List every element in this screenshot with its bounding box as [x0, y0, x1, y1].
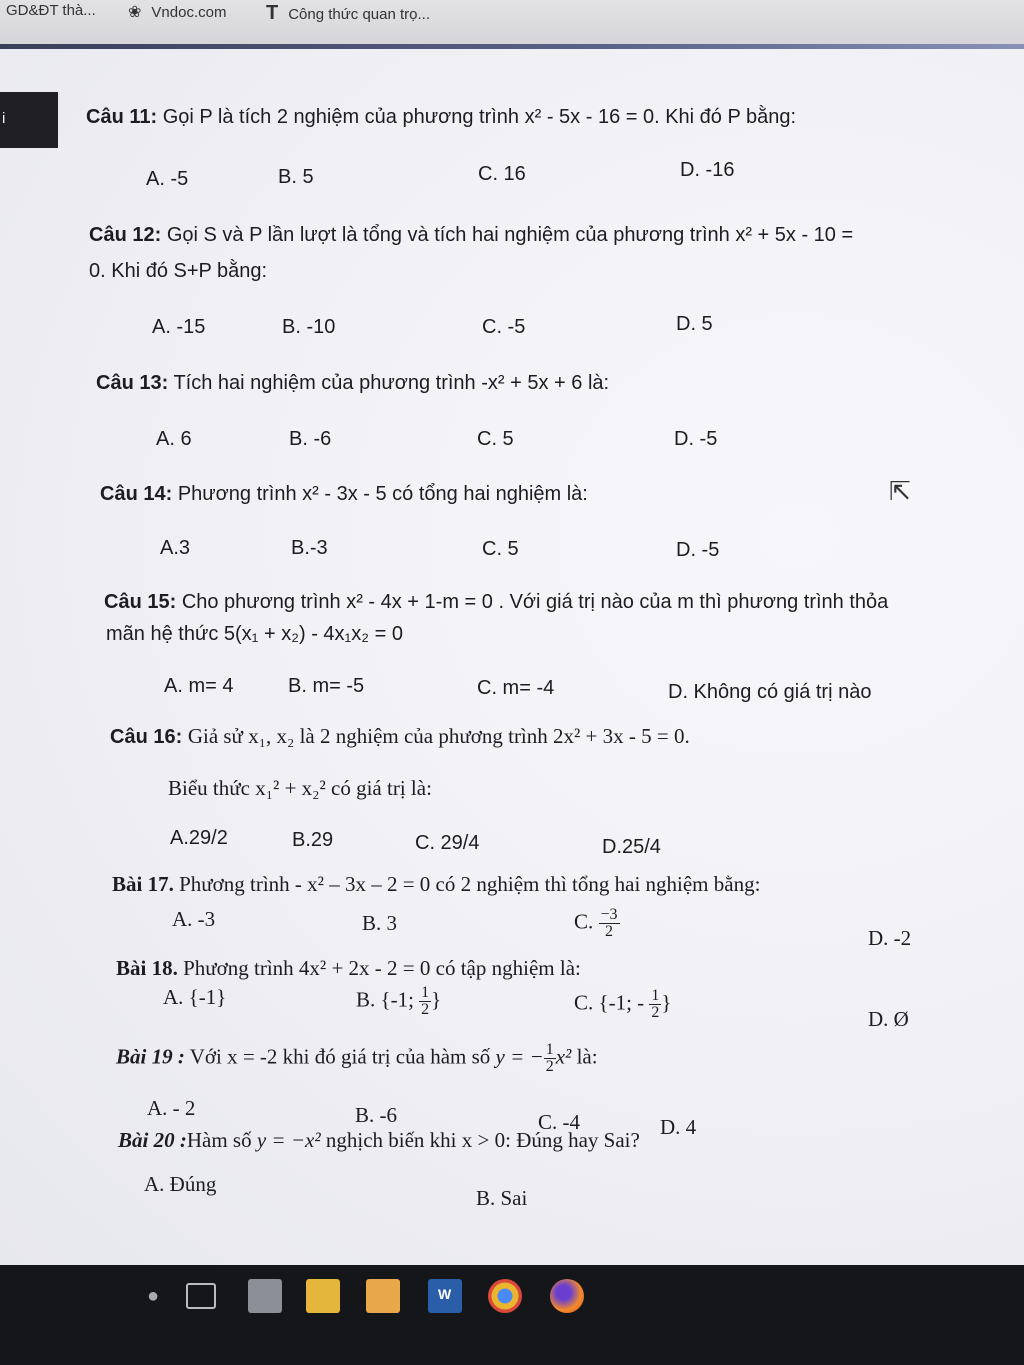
question-number: Bài 17.	[112, 872, 174, 896]
fraction-numerator: 1	[545, 1041, 554, 1058]
q12-option-d: D. 5	[676, 313, 713, 335]
q17-option-a: A. -3	[172, 907, 216, 931]
t-icon: T	[266, 2, 279, 24]
q14-option-a: A.3	[160, 537, 191, 559]
question-number: Bài 19 :	[116, 1044, 185, 1069]
question-text: Phương trình 4x² + 2x - 2 = 0 có tập nghiệm là:	[183, 956, 581, 980]
fraction	[419, 985, 431, 1018]
q12-option-a: A. -15	[152, 316, 206, 338]
fraction	[544, 1042, 556, 1075]
microphone-icon[interactable]: ●	[146, 1285, 160, 1307]
q14-option-c: C. 5	[482, 538, 519, 560]
word-icon[interactable]	[428, 1279, 462, 1313]
question-text: nghịch biến khi x > 0: Đúng hay Sai?	[325, 1128, 640, 1152]
q12-option-c: C. -5	[482, 316, 526, 338]
question-text: Giả sử x₁, x₂ là 2 nghiệm của phương trình 2x² + 3x - 5 = 0.	[187, 724, 690, 748]
q16-option-a: A.29/2	[170, 827, 228, 849]
q17-option-c	[574, 907, 620, 940]
question-15-line2: mãn hệ thức 5(x₁ + x₂) - 4x₁x₂ = 0	[106, 623, 403, 645]
question-text: là:	[576, 1044, 598, 1069]
option-text: }	[431, 987, 442, 1012]
question-13	[96, 372, 609, 395]
question-number: Câu 12:	[89, 224, 162, 246]
q13-option-a: A. 6	[156, 428, 192, 450]
q11-option-d: D. -16	[680, 159, 735, 181]
fraction-denominator: 2	[545, 1058, 554, 1075]
q15-option-d: D. Không có giá trị nào	[668, 681, 872, 703]
chrome-icon[interactable]	[488, 1279, 522, 1313]
fraction	[649, 988, 661, 1021]
question-19	[116, 1042, 598, 1075]
q19-option-b: B. -6	[355, 1103, 397, 1127]
q20-option-a: A. Đúng	[144, 1172, 217, 1196]
q15-option-a: A. m= 4	[164, 675, 234, 697]
option-text: }	[661, 990, 672, 1015]
question-17	[112, 872, 760, 897]
question-text: Hàm số	[186, 1128, 252, 1152]
question-number: Câu 16:	[110, 726, 183, 748]
question-16	[110, 724, 690, 749]
question-18	[116, 956, 581, 981]
sidebar-tab[interactable]	[0, 92, 58, 148]
task-view-icon[interactable]	[186, 1283, 216, 1309]
question-text: Tích hai nghiệm của phương trình -x² + 5x + 6 là:	[173, 372, 610, 394]
q13-option-d: D. -5	[674, 428, 718, 450]
question-11	[86, 106, 796, 129]
question-number: Câu 11:	[86, 106, 158, 128]
word-icon-label: W	[438, 1286, 452, 1302]
function-expr: y = −x²	[256, 1128, 321, 1152]
q11-option-c: C. 16	[478, 163, 526, 185]
question-text: Phương trình x² - 3x - 5 có tổng hai nghiệm là:	[177, 483, 588, 505]
bookmark-label: GD&ĐT thà...	[6, 2, 96, 19]
question-12-line2: 0. Khi đó S+P bằng:	[89, 260, 268, 282]
q13-option-b: B. -6	[289, 428, 332, 450]
fraction	[599, 907, 620, 940]
q19-option-c: C. -4	[538, 1110, 580, 1134]
q16-option-c: C. 29/4	[415, 832, 480, 854]
q17-option-d: D. -2	[868, 926, 912, 950]
q14-option-b: B.-3	[291, 537, 328, 559]
q20-option-b: B. Sai	[476, 1186, 528, 1210]
q18-option-a: A. {-1}	[163, 985, 227, 1009]
q18-option-d: D. Ø	[868, 1007, 909, 1031]
question-text: Cho phương trình x² - 4x + 1-m = 0 . Với giá trị nào của m thì phương trình thỏa	[181, 591, 889, 613]
fraction-denominator: 2	[605, 923, 614, 940]
q11-option-b: B. 5	[278, 166, 314, 188]
question-14	[100, 483, 588, 506]
mouse-cursor-icon: ⇱	[889, 476, 911, 506]
question-20	[118, 1128, 640, 1153]
question-text: Gọi S và P lần lượt là tổng và tích hai nghiệm của phương trình x² + 5x - 10 =	[166, 224, 854, 246]
q19-option-d: D. 4	[660, 1115, 697, 1139]
firefox-icon[interactable]	[550, 1279, 584, 1313]
option-letter: C.	[574, 909, 594, 934]
bookmark-label: Vndoc.com	[151, 4, 227, 21]
sidebar-tab-label: i	[2, 110, 6, 127]
option-text: C. {-1; -	[574, 990, 645, 1015]
bookmark-vndoc[interactable]	[128, 2, 226, 22]
q13-option-c: C. 5	[477, 428, 514, 450]
question-text: Phương trình - x² – 3x – 2 = 0 có 2 nghiệm thì tổng hai nghiệm bằng:	[179, 872, 761, 896]
q19-option-a: A. - 2	[147, 1096, 196, 1120]
calculator-icon[interactable]	[248, 1279, 282, 1313]
q12-option-b: B. -10	[282, 316, 336, 338]
q11-option-a: A. -5	[146, 168, 189, 190]
question-number: Bài 18.	[116, 956, 178, 980]
fraction-numerator: 1	[651, 987, 660, 1004]
question-text: Với x = -2 khi đó giá trị của hàm số	[189, 1044, 491, 1069]
fraction-numerator: −3	[600, 906, 618, 923]
bookmark-label: Công thức quan trọ...	[288, 6, 431, 23]
bookmark-gddt[interactable]	[6, 2, 96, 19]
question-number: Câu 13:	[96, 372, 169, 394]
q18-option-b	[356, 985, 441, 1018]
paint-icon[interactable]	[366, 1279, 400, 1313]
q16-option-d: D.25/4	[602, 836, 661, 858]
q18-option-c	[574, 988, 672, 1021]
q15-option-c: C. m= -4	[477, 677, 555, 699]
function-expr: x²	[555, 1044, 572, 1069]
vndoc-icon: ❀	[128, 4, 142, 21]
fraction-numerator: 1	[421, 984, 430, 1001]
question-15	[104, 591, 888, 614]
option-text: B. {-1;	[356, 987, 414, 1012]
question-number: Bài 20 :	[118, 1128, 187, 1152]
question-text: Gọi P là tích 2 nghiệm của phương trình x² - 5x - 16 = 0. Khi đó P bằng:	[162, 106, 797, 128]
file-explorer-icon[interactable]	[306, 1279, 340, 1313]
taskbar	[0, 1265, 1024, 1365]
question-number: Câu 14:	[100, 483, 173, 505]
q16-option-b: B.29	[292, 829, 334, 851]
question-16-line2: Biểu thức x₁² + x₂² có giá trị là:	[168, 776, 432, 800]
question-number: Câu 15:	[104, 591, 177, 613]
bookmark-cong-thuc[interactable]	[266, 2, 430, 25]
fraction-denominator: 2	[651, 1004, 660, 1021]
q14-option-d: D. -5	[676, 539, 720, 561]
q17-option-b: B. 3	[362, 911, 398, 935]
function-expr: y = −	[495, 1044, 544, 1069]
bookmarks-bar	[0, 0, 1024, 45]
fraction-denominator: 2	[421, 1001, 430, 1018]
question-12	[89, 224, 853, 247]
q15-option-b: B. m= -5	[288, 675, 365, 697]
